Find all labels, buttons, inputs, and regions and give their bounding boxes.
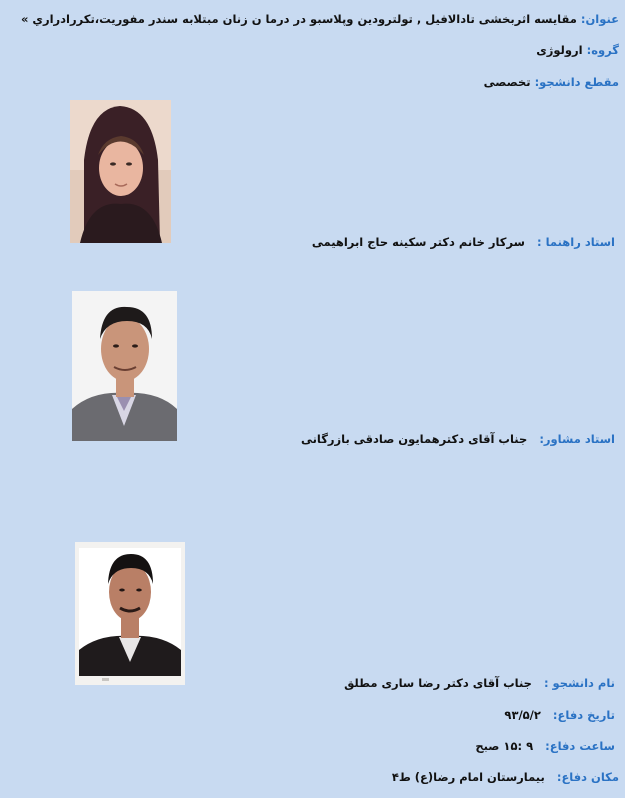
title-label: عنوان: — [580, 12, 619, 26]
supervisor-photo — [70, 100, 171, 243]
place-label: مکان دفاع: — [556, 770, 619, 784]
place-value: بیمارستان امام رضا(ع) ط۴ — [391, 770, 545, 784]
advisor-label: استاد مشاور: — [539, 432, 615, 446]
student-value: جناب آقای دکتر رضا ساری مطلق — [344, 676, 532, 690]
advisor-photo — [72, 291, 177, 441]
level-value: تخصصی — [483, 75, 531, 89]
title-value: مقایسه اثربخشی تادالافیل , تولترودین وپلاسبو در درما ن زنان مبتلابه سندر مفوریت،تکررادراري » — [20, 12, 577, 26]
level-label: مقطع دانشجو: — [534, 75, 619, 89]
advisor-value: جناب آقای دکترهمایون صادقی بازرگانی — [300, 432, 528, 446]
supervisor-row — [312, 235, 615, 249]
group-label: گروه: — [586, 43, 619, 57]
advisor-row — [301, 432, 615, 446]
place-row — [392, 770, 619, 784]
group-row — [536, 43, 619, 57]
supervisor-value: سرکار خانم دکتر سکینه حاج ابراهیمی — [311, 235, 525, 249]
date-value: ۹۳/۵/۲ — [504, 708, 541, 722]
title-row — [21, 12, 619, 26]
supervisor-label: استاد راهنما : — [536, 235, 615, 249]
date-row — [504, 708, 615, 722]
time-label: ساعت دفاع: — [545, 739, 615, 753]
time-value: ۹ :۱۵ صبح — [475, 739, 534, 753]
group-value: ارولوژی — [536, 43, 583, 57]
date-label: تاریخ دفاع: — [552, 708, 615, 722]
level-row — [484, 75, 619, 89]
student-photo — [75, 542, 185, 685]
time-row — [475, 739, 615, 753]
student-label: نام دانشجو : — [543, 676, 615, 690]
student-row — [344, 676, 615, 690]
